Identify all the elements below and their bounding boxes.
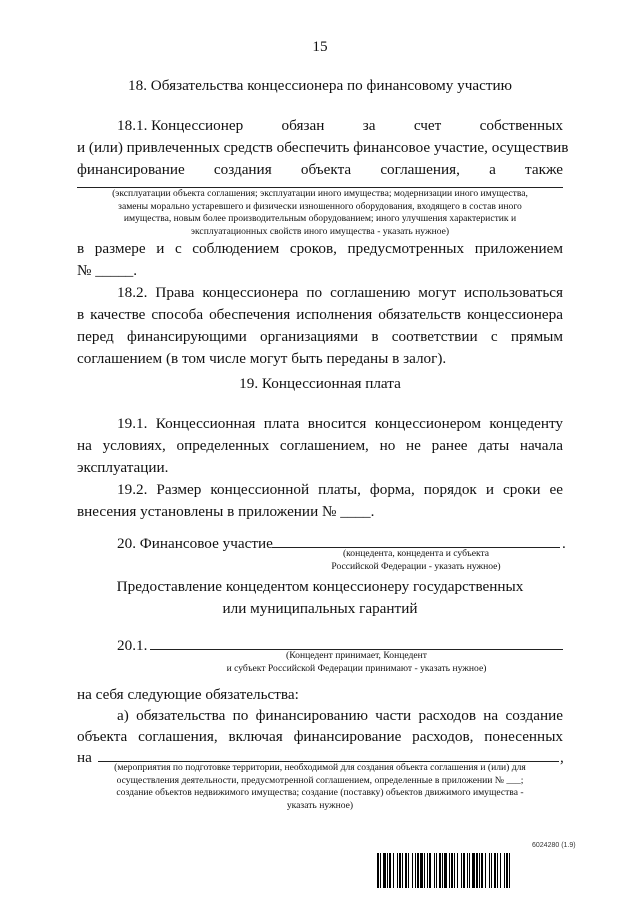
s19-p1-line: на условиях, определенных соглашением, но не ранее даты начала [77,437,563,454]
word: а [489,161,496,178]
word: собственных [479,117,563,134]
subheading [0,577,640,619]
obligations-intro: на себя следующие обязательства: [77,686,299,703]
subheading-line: Предоставление концедентом концессионеру государственных [116,578,524,595]
section-19-heading: 19. Концессионная плата [239,375,401,392]
page-number: 15 [312,38,328,55]
word: счет [413,117,442,134]
subheading-line: или муниципальных гарантий [222,600,418,617]
note-line: осуществления деятельности, предусмотренной соглашением, определенные в приложении № ___; [116,774,524,786]
note-line: имущества, новым более производительным оборудованием; иного улучшения характеристик и [123,213,517,224]
word: создания [213,161,272,178]
word: финансирование [77,161,185,178]
section-18-heading: 18. Обязательства концессионера по финансовому участию [128,77,512,94]
note-block [150,650,563,675]
p20-1-label: 20.1. [117,637,148,654]
section-20-label: 20. Финансовое участие [117,535,273,552]
word: также [525,161,563,178]
s18-p1-line2: и (или) привлеченных средств обеспечить финансовое участие, осуществив [77,139,569,156]
note-line: (концедента, концедента и субъекта [342,548,490,559]
item-a-comma: , [560,749,564,766]
note-block [77,188,563,238]
note-line: указать нужное) [286,799,354,811]
s18-p2-line: соглашением (в том числе могут быть переданы в залог). [77,350,447,367]
item-a-na: на [77,749,92,766]
s18-p2-line: перед финансирующими организациями в соответствии с прямым [77,328,563,345]
note-line: создание объектов недвижимого имущества; создание (поставку) объектов движимого имущества - [116,787,524,798]
barcode-icon [377,853,595,888]
word: 18.1. Концессионер [117,117,244,134]
note-line: (Концедент принимает, Концедент [286,650,427,661]
note-block [77,762,563,812]
s18-p1-line1 [117,116,563,136]
note-line: Российской Федерации - указать нужное) [331,560,501,572]
note-line: и субъект Российской Федерации принимают - указать нужное) [226,662,487,674]
item-a-line: а) обязательства по финансированию части расходов на создание [117,707,563,724]
end-dot: . [562,535,566,552]
word: за [362,117,376,134]
s19-p2-line: 19.2. Размер концессионной платы, форма, порядок и сроки ее [117,481,563,498]
s18-p1-line3 [77,160,563,180]
s19-p1-line: эксплуатации. [77,459,169,476]
note-line: эксплуатационных свойств иного имущества - указать нужное) [190,225,450,237]
s18-p1-line5: № _____. [77,262,138,279]
word: обязан [281,117,325,134]
s19-p2-line: внесения установлены в приложении № ____. [77,503,375,520]
note-line: (эксплуатации объекта соглашения; эксплуатации иного имущества; модернизации иного имущества, [112,188,528,199]
item-a-line: объекта соглашения, включая финансирование расходов, понесенных [77,728,563,745]
note-line: замены морально устаревшего и физически изношенного оборудования, входящего в состав иного [118,200,522,212]
s18-p1-line4: в размере и с соблюдением сроков, предусмотренных приложением [77,240,563,257]
note-line: (мероприятия по подготовке территории, необходимой для создания объекта соглашения и (или) для [114,762,526,773]
s18-p2-line: в качестве способа обеспечения исполнения обязательств концессионера [77,306,563,323]
word: соглашения, [380,161,460,178]
s18-p2-line: 18.2. Права концессионера по соглашению могут использоваться [117,284,563,301]
barcode-number: 6024280 (1.9) [532,842,576,849]
word: объекта [300,161,352,178]
note-block [272,548,560,573]
s19-p1-line: 19.1. Концессионная плата вносится концессионером концеденту [117,415,563,432]
